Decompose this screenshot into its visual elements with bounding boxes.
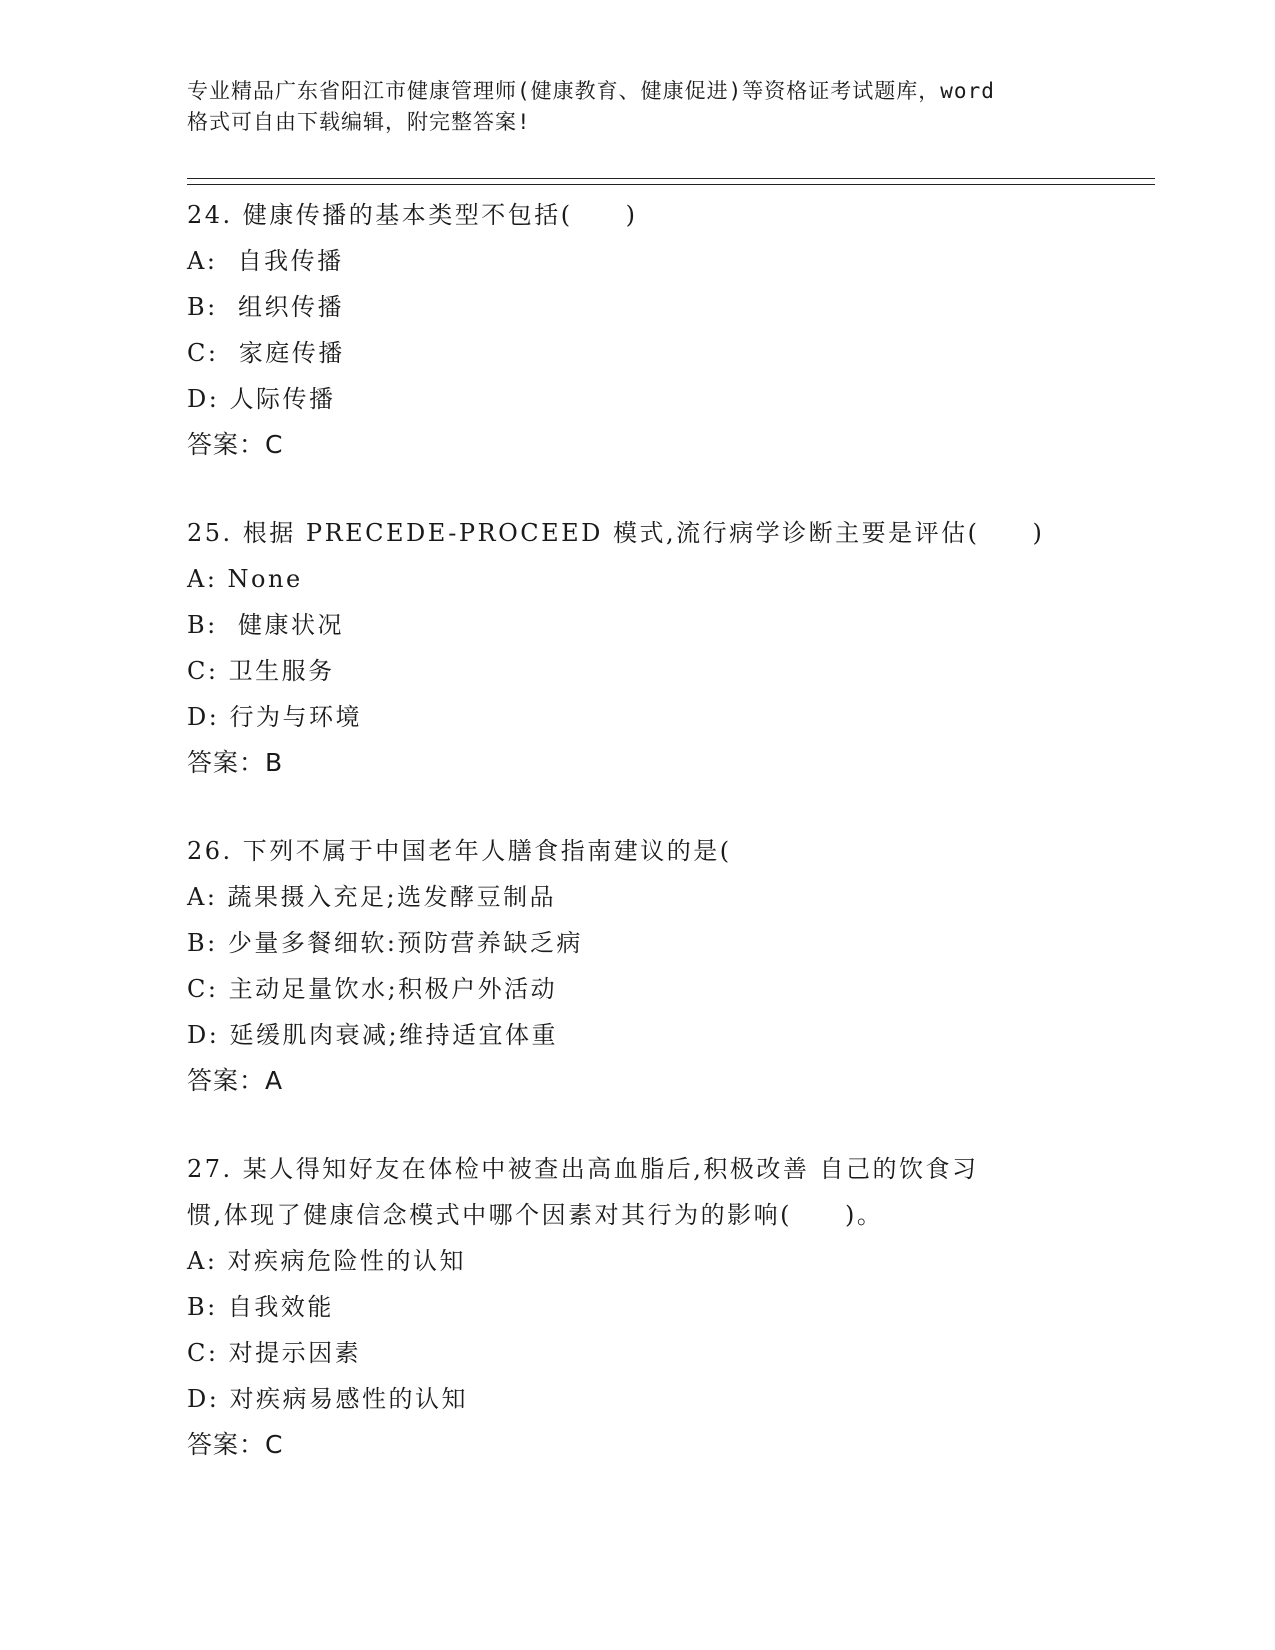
option-d: D: 延缓肌肉衰减;维持适宜体重 (187, 1021, 559, 1049)
option-c: C: 卫生服务 (187, 657, 335, 685)
question-26 (187, 828, 1087, 1104)
option-b: B: 少量多餐细软:预防营养缺乏病 (187, 929, 583, 957)
question-stem: 26. 下列不属于中国老年人膳食指南建议的是( (187, 837, 732, 865)
question-stem: 27. 某人得知好友在体检中被查出高血脂后,积极改善 自己的饮食习 (187, 1155, 979, 1183)
question-stem: 24. 健康传播的基本类型不包括( ) (187, 201, 638, 229)
option-a: A: 自我传播 (187, 247, 344, 275)
header-divider-bottom (187, 184, 1155, 185)
answer: 答案：A (187, 1066, 284, 1095)
option-d: D: 人际传播 (187, 385, 336, 413)
header-line-2: 格式可自由下载编辑，附完整答案! (187, 110, 531, 134)
option-d: D: 对疾病易感性的认知 (187, 1385, 468, 1413)
answer: 答案：C (187, 430, 284, 459)
header-divider-top (187, 178, 1155, 179)
option-a: A: None (187, 565, 303, 593)
option-d: D: 行为与环境 (187, 703, 362, 731)
question-25 (187, 510, 1087, 786)
question-stem-continued: 惯,体现了健康信念模式中哪个因素对其行为的影响( )。 (187, 1201, 884, 1229)
option-c: C: 对提示因素 (187, 1339, 362, 1367)
option-c: C: 家庭传播 (187, 339, 345, 367)
header-line-1: 专业精品广东省阳江市健康管理师(健康教育、健康促进)等资格证考试题库，word (187, 79, 995, 103)
answer: 答案：B (187, 748, 284, 777)
question-list (187, 192, 1087, 1510)
option-a: A: 蔬果摄入充足;选发酵豆制品 (187, 883, 557, 911)
option-c: C: 主动足量饮水;积极户外活动 (187, 975, 558, 1003)
answer: 答案：C (187, 1430, 284, 1459)
question-stem: 25. 根据 PRECEDE-PROCEED 模式,流行病学诊断主要是评估( ) (187, 519, 1045, 547)
option-a: A: 对疾病危险性的认知 (187, 1247, 467, 1275)
document-header (187, 76, 1087, 138)
option-b: B: 自我效能 (187, 1293, 334, 1321)
question-27 (187, 1146, 1087, 1468)
question-24 (187, 192, 1087, 468)
option-b: B: 组织传播 (187, 293, 344, 321)
option-b: B: 健康状况 (187, 611, 344, 639)
